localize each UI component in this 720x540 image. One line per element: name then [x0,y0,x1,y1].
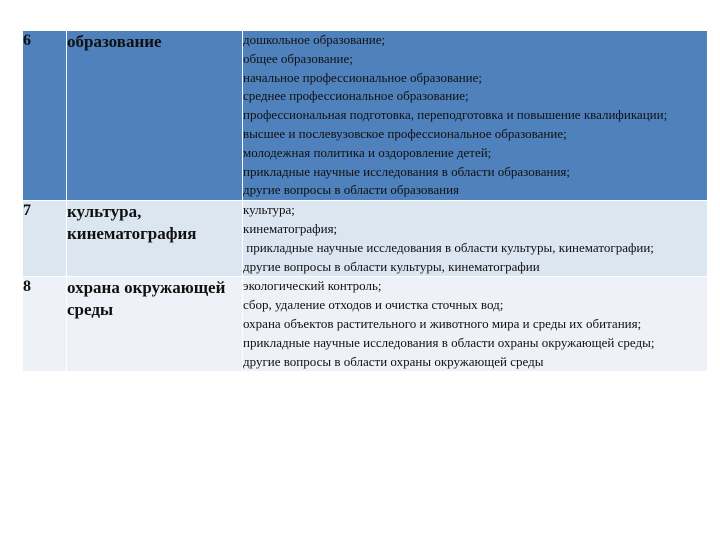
table-row-8 [23,277,708,372]
detail-line: начальное профессиональное образование; [243,69,483,85]
detail-line: общее образование; [243,50,353,66]
table-row-6 [23,31,708,201]
detail-line: высшее и послевузовское профессиональное образование; [243,125,567,141]
section-details [243,277,708,372]
detail-line: кинематография; [243,220,338,236]
detail-line: другие вопросы в области образования [243,182,460,198]
budget-sections-table [22,30,708,372]
detail-line: другие вопросы в области охраны окружающей среды [243,353,544,369]
row-number: 6 [23,31,67,201]
detail-line: прикладные научные исследования в области охраны окружающей среды; [243,334,655,350]
detail-line: прикладные научные исследования в области образования; [243,163,570,179]
detail-line: молодежная политика и оздоровление детей; [243,144,492,160]
table-row-7 [23,201,708,277]
detail-line: сбор, удаление отходов и очистка сточных вод; [243,297,504,313]
detail-line: экологический контроль; [243,278,382,294]
row-number: 7 [23,201,67,277]
detail-line: прикладные научные исследования в области культуры, кинематографии; [243,239,654,255]
detail-line: профессиональная подготовка, переподготовка и повышение квалификации; [243,107,668,123]
section-name: культура, кинематография [67,201,243,277]
row-number: 8 [23,277,67,372]
section-name: образование [67,31,243,201]
detail-line: культура; [243,202,295,218]
detail-line: дошкольное образование; [243,32,386,47]
detail-line: другие вопросы в области культуры, кинематографии [243,258,540,274]
section-name: охрана окружающей среды [67,277,243,372]
section-details [243,201,708,277]
detail-line: среднее профессиональное образование; [243,88,469,104]
detail-line: охрана объектов растительного и животного мира и среды их обитания; [243,315,642,331]
section-details [243,31,708,201]
